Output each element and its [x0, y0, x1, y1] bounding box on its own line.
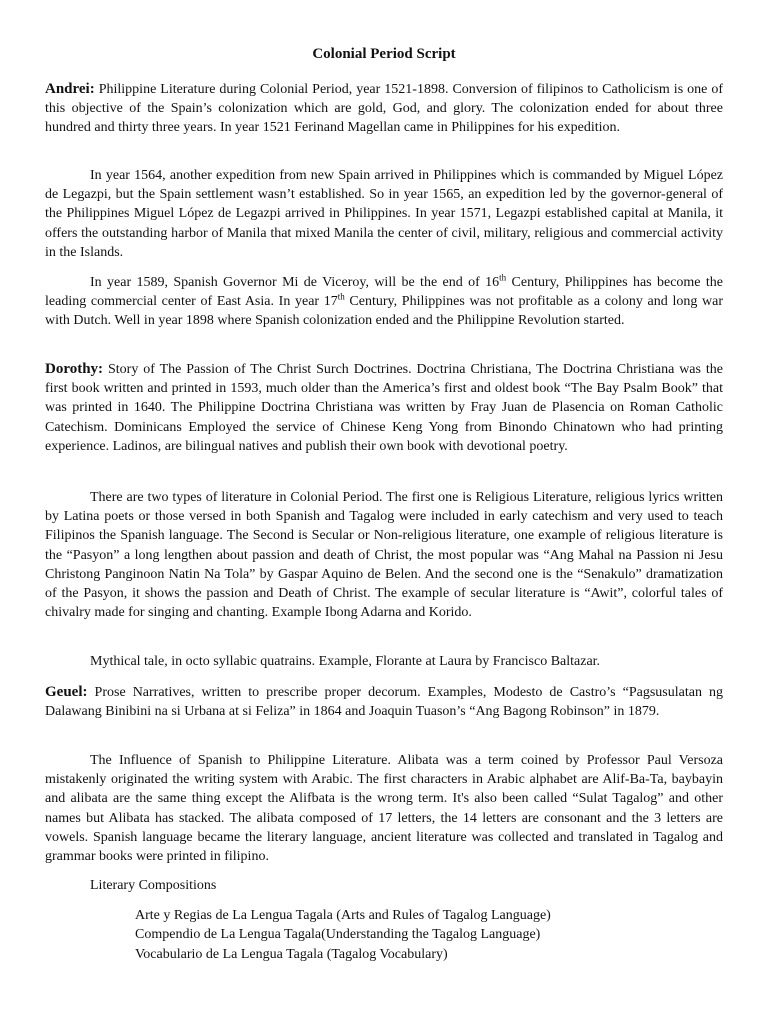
paragraph-legazpi: In year 1564, another expedition from new Spain arrived in Philippines which is commanded by Miguel López de Legazpi, but the Spain settlement wasn’t established. So in year 1565, an expedition led by the governor-general of the Philippines Miguel López de Legazpi arrived in Philippines. In year 1571, Legazpi established capital at Manila, it offers the outstanding harbor of Manila that mixed Manila the center of civil, military, religious and commercial activity in the Islands. [45, 168, 723, 260]
speaker-label-geuel: Geuel: [45, 684, 88, 700]
paragraph-mythical-tale: Mythical tale, in octo syllabic quatrains. Example, Florante at Laura by Francisco Baltazar. [90, 654, 601, 669]
paragraph-geuel-intro [45, 683, 723, 721]
paragraph-dorothy-intro [45, 360, 723, 456]
paragraph-viceroy [45, 273, 723, 331]
paragraph-text: Philippine Literature during Colonial Period, year 1521-1898. Conversion of filipinos to Catholicism is one of this objective of the Spain’s colonization which are gold, God, and glory. The colonization ended for about three hundred and thirty three years. In year 1521 Ferinand Magellan came in Philippines for his expedition. [45, 82, 723, 136]
paragraph-text: Century, Philippines was not profitable as a colony and long war with Dutch. Well in year 1898 where Spanish colonization ended and the Philippine Revolution started. [45, 294, 723, 329]
paragraph-andrei-intro [45, 80, 723, 138]
paragraph-text: Century, Philippines has become the leading commercial center of East Asia. In year 17 [45, 275, 723, 310]
list-item: Arte y Regias de La Lengua Tagala (Arts and Rules of Tagalog Language) [135, 908, 551, 923]
paragraph-text: Story of The Passion of The Christ Surch Doctrines. Doctrina Christiana, The Doctrina Christiana was the first book written and printed in 1593, much older than the America’s first and oldest book “The Bay Psalm Book” that was printed in 1640. The Philippine Doctrina Christiana was written by Fray Juan de Plasencia on Roman Catholic Catechism. Dominicans Employed the service of Chinese Keng Yong from Binondo Chinatown who had printing experience. Ladinos, are bilingual natives and publish their own book with devotional poetry. [45, 362, 723, 454]
superscript: th [499, 272, 507, 283]
speaker-label-dorothy: Dorothy: [45, 361, 104, 377]
speaker-label-andrei: Andrei: [45, 81, 95, 97]
paragraph-text: Prose Narratives, written to prescribe proper decorum. Examples, Modesto de Castro’s “Pagsusulatan ng Dalawang Binibini na si Urbana at si Feliza” in 1864 and Joaquin Tuason’s “Ang Bagong Robinson” in 1879. [45, 685, 723, 720]
list-item: Compendio de La Lengua Tagala(Understanding the Tagalog Language) [135, 927, 541, 943]
superscript: th [337, 291, 345, 302]
list-item: Vocabulario de La Lengua Tagala (Tagalog Vocabulary) [135, 946, 448, 962]
list-heading: Literary Compositions [90, 878, 217, 893]
paragraph-text: In year 1589, Spanish Governor Mi de Viceroy, will be the end of 16 [90, 275, 500, 290]
paragraph-literature-types: There are two types of literature in Colonial Period. The first one is Religious Literature, religious lyrics written by Latina poets or those versed in both Spanish and Tagalog were included in early catechism and very used to teach Filipinos the Spanish language. The Second is Secular or Non-religious literature, one example of religious literature is the “Pasyon” a long lengthen about passion and death of Christ, the most popular was “Ang Mahal na Passion ni Jesu Christong Panginoon Natin Na Tola” by Gaspar Aquino de Belen. And the second one is the “Senakulo” dramatization of the Pasyon, it shows the passion and Death of Christ. The example of secular literature is “Awit”, colorful tales of chivalry made for singing and chanting. Example Ibong Adarna and Korido. [45, 490, 723, 621]
compositions-list [135, 906, 551, 964]
document-title: Colonial Period Script [312, 46, 456, 62]
paragraph-alibata: The Influence of Spanish to Philippine Literature. Alibata was a term coined by Professor Paul Versoza mistakenly originated the writing system with Arabic. The first characters in Arabic alphabet are Alif-Ba-Ta, baybayin and alibata are the same thing except the Alifbata is the wrong term. It's also been called “Sulat Tagalog” and other names but Alibata has stacked. The alibata composed of 17 letters, the 14 letters are consonant and the 3 letters are vowels. Spanish language became the literary language, ancient literature was collected and translated in Tagalog and grammar books were printed in filipino. [45, 753, 723, 865]
